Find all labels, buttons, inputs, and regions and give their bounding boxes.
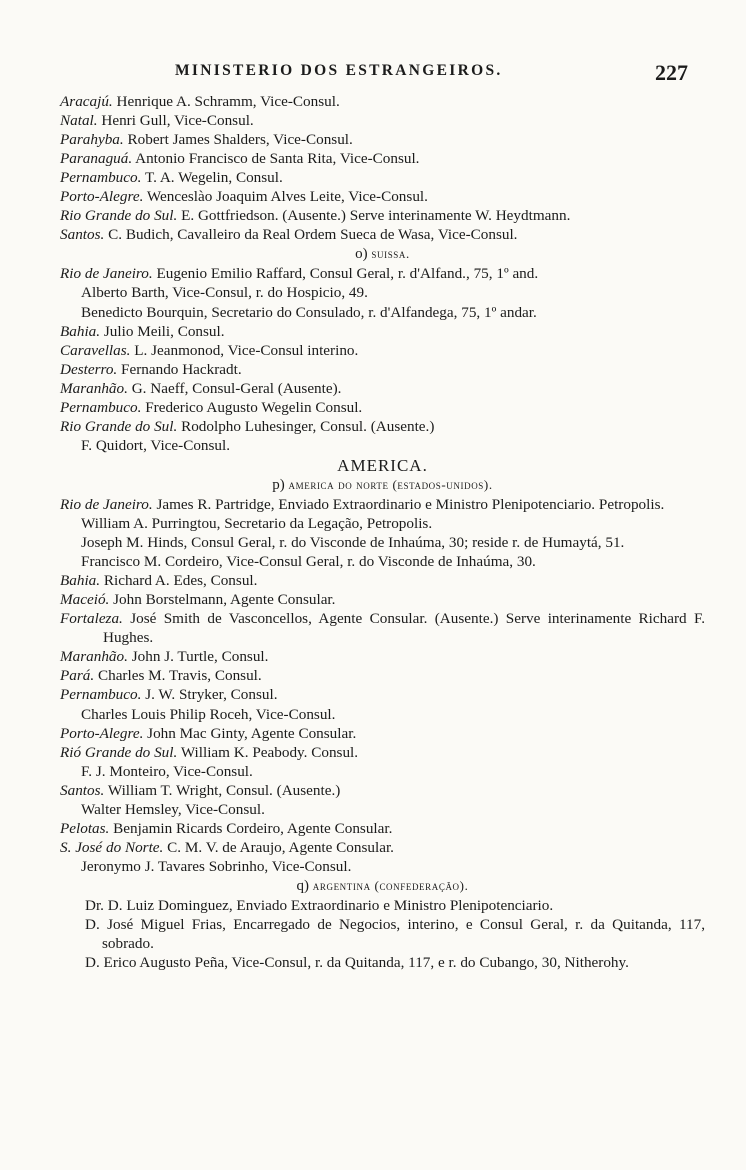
- entry: Dr. D. Luiz Dominguez, Enviado Extraordinario e Ministro Plenipotenciario.: [85, 896, 554, 914]
- entry: S. José do Norte. C. M. V. de Araujo, Agente Consular.: [60, 838, 394, 856]
- entry: Bahia. Julio Meili, Consul.: [60, 322, 225, 340]
- entry: Fortaleza. José Smith de Vasconcellos, Agente Consular. (Ausente.) Serve interinamente Richard F. Hughes.: [60, 610, 706, 647]
- section-heading: q) argentina (confederação).: [296, 877, 469, 894]
- entry: Natal. Henri Gull, Vice-Consul.: [60, 112, 254, 130]
- entry: Santos. William T. Wright, Consul. (Ausente.): [60, 781, 341, 799]
- running-head: MINISTERIO DOS ESTRANGEIROS.: [175, 62, 503, 79]
- entry: Pernambuco. Frederico Augusto Wegelin Consul.: [60, 398, 363, 416]
- entry: F. J. Monteiro, Vice-Consul.: [81, 762, 253, 780]
- entry: Pará. Charles M. Travis, Consul.: [60, 667, 262, 685]
- entry: Joseph M. Hinds, Consul Geral, r. do Visconde de Inhaúma, 30; reside r. de Humaytá, 51.: [81, 534, 625, 552]
- entry: Maceió. John Borstelmann, Agente Consular.: [60, 591, 336, 609]
- entry: Rio de Janeiro. James R. Partridge, Enviado Extraordinario e Ministro Plenipotenciario. Petropolis.: [60, 495, 665, 513]
- entry: F. Quidort, Vice-Consul.: [81, 436, 231, 454]
- entry: Caravellas. L. Jeanmonod, Vice-Consul interino.: [60, 341, 359, 359]
- entry: Desterro. Fernando Hackradt.: [60, 360, 242, 378]
- entry: Benedicto Bourquin, Secretario do Consulado, r. d'Alfandega, 75, 1º andar.: [81, 303, 537, 321]
- continent-heading: AMERICA.: [337, 455, 428, 475]
- entry: D. Erico Augusto Peña, Vice-Consul, r. da Quitanda, 117, e r. do Cubango, 30, Nitherohy.: [85, 954, 629, 972]
- section-heading: o) suissa.: [355, 246, 410, 263]
- section-heading: p) america do norte (estados-unidos).: [272, 476, 493, 493]
- entry: Rio Grande do Sul. Rodolpho Luhesinger, Consul. (Ausente.): [60, 417, 435, 435]
- entry: Pernambuco. J. W. Stryker, Consul.: [60, 686, 278, 704]
- entry: Aracajú. Henrique A. Schramm, Vice-Consul.: [60, 93, 340, 110]
- entry: Pelotas. Benjamin Ricards Cordeiro, Agente Consular.: [60, 819, 393, 837]
- entry: Rio Grande do Sul. E. Gottfriedson. (Ausente.) Serve interinamente W. Heydtmann.: [60, 207, 571, 225]
- entry: Charles Louis Philip Roceh, Vice-Consul.: [81, 705, 336, 723]
- entry: Maranhão. John J. Turtle, Consul.: [60, 648, 269, 666]
- entry: Parahyba. Robert James Shalders, Vice-Consul.: [60, 131, 353, 149]
- entry: Jeronymo J. Tavares Sobrinho, Vice-Consul.: [81, 857, 352, 875]
- page-number: 227: [655, 60, 688, 85]
- entry: Bahia. Richard A. Edes, Consul.: [60, 572, 258, 590]
- entry: William A. Purringtou, Secretario da Legação, Petropolis.: [81, 515, 433, 533]
- entry: Pernambuco. T. A. Wegelin, Consul.: [60, 169, 283, 187]
- entry: Santos. C. Budich, Cavalleiro da Real Ordem Sueca de Wasa, Vice-Consul.: [60, 226, 518, 244]
- entry: Porto-Alegre. Wenceslào Joaquim Alves Leite, Vice-Consul.: [60, 188, 428, 206]
- entry: Rió Grande do Sul. William K. Peabody. Consul.: [60, 743, 359, 761]
- page-header: [0, 60, 746, 88]
- entry: Porto-Alegre. John Mac Ginty, Agente Consular.: [60, 724, 357, 742]
- entry: Rio de Janeiro. Eugenio Emilio Raffard, Consul Geral, r. d'Alfand., 75, 1º and.: [60, 265, 539, 283]
- entry: D. José Miguel Frias, Encarregado de Negocios, interino, e Consul Geral, r. da Quitanda, 117, sobrado.: [85, 916, 705, 953]
- entry: Alberto Barth, Vice-Consul, r. do Hospicio, 49.: [81, 284, 368, 302]
- entry: Walter Hemsley, Vice-Consul.: [81, 800, 265, 818]
- entry: Maranhão. G. Naeff, Consul-Geral (Ausente).: [60, 379, 342, 397]
- page-body: [60, 92, 705, 972]
- entry: Paranaguá. Antonio Francisco de Santa Rita, Vice-Consul.: [60, 150, 420, 168]
- entry: Francisco M. Cordeiro, Vice-Consul Geral, r. do Visconde de Inhaúma, 30.: [81, 553, 536, 571]
